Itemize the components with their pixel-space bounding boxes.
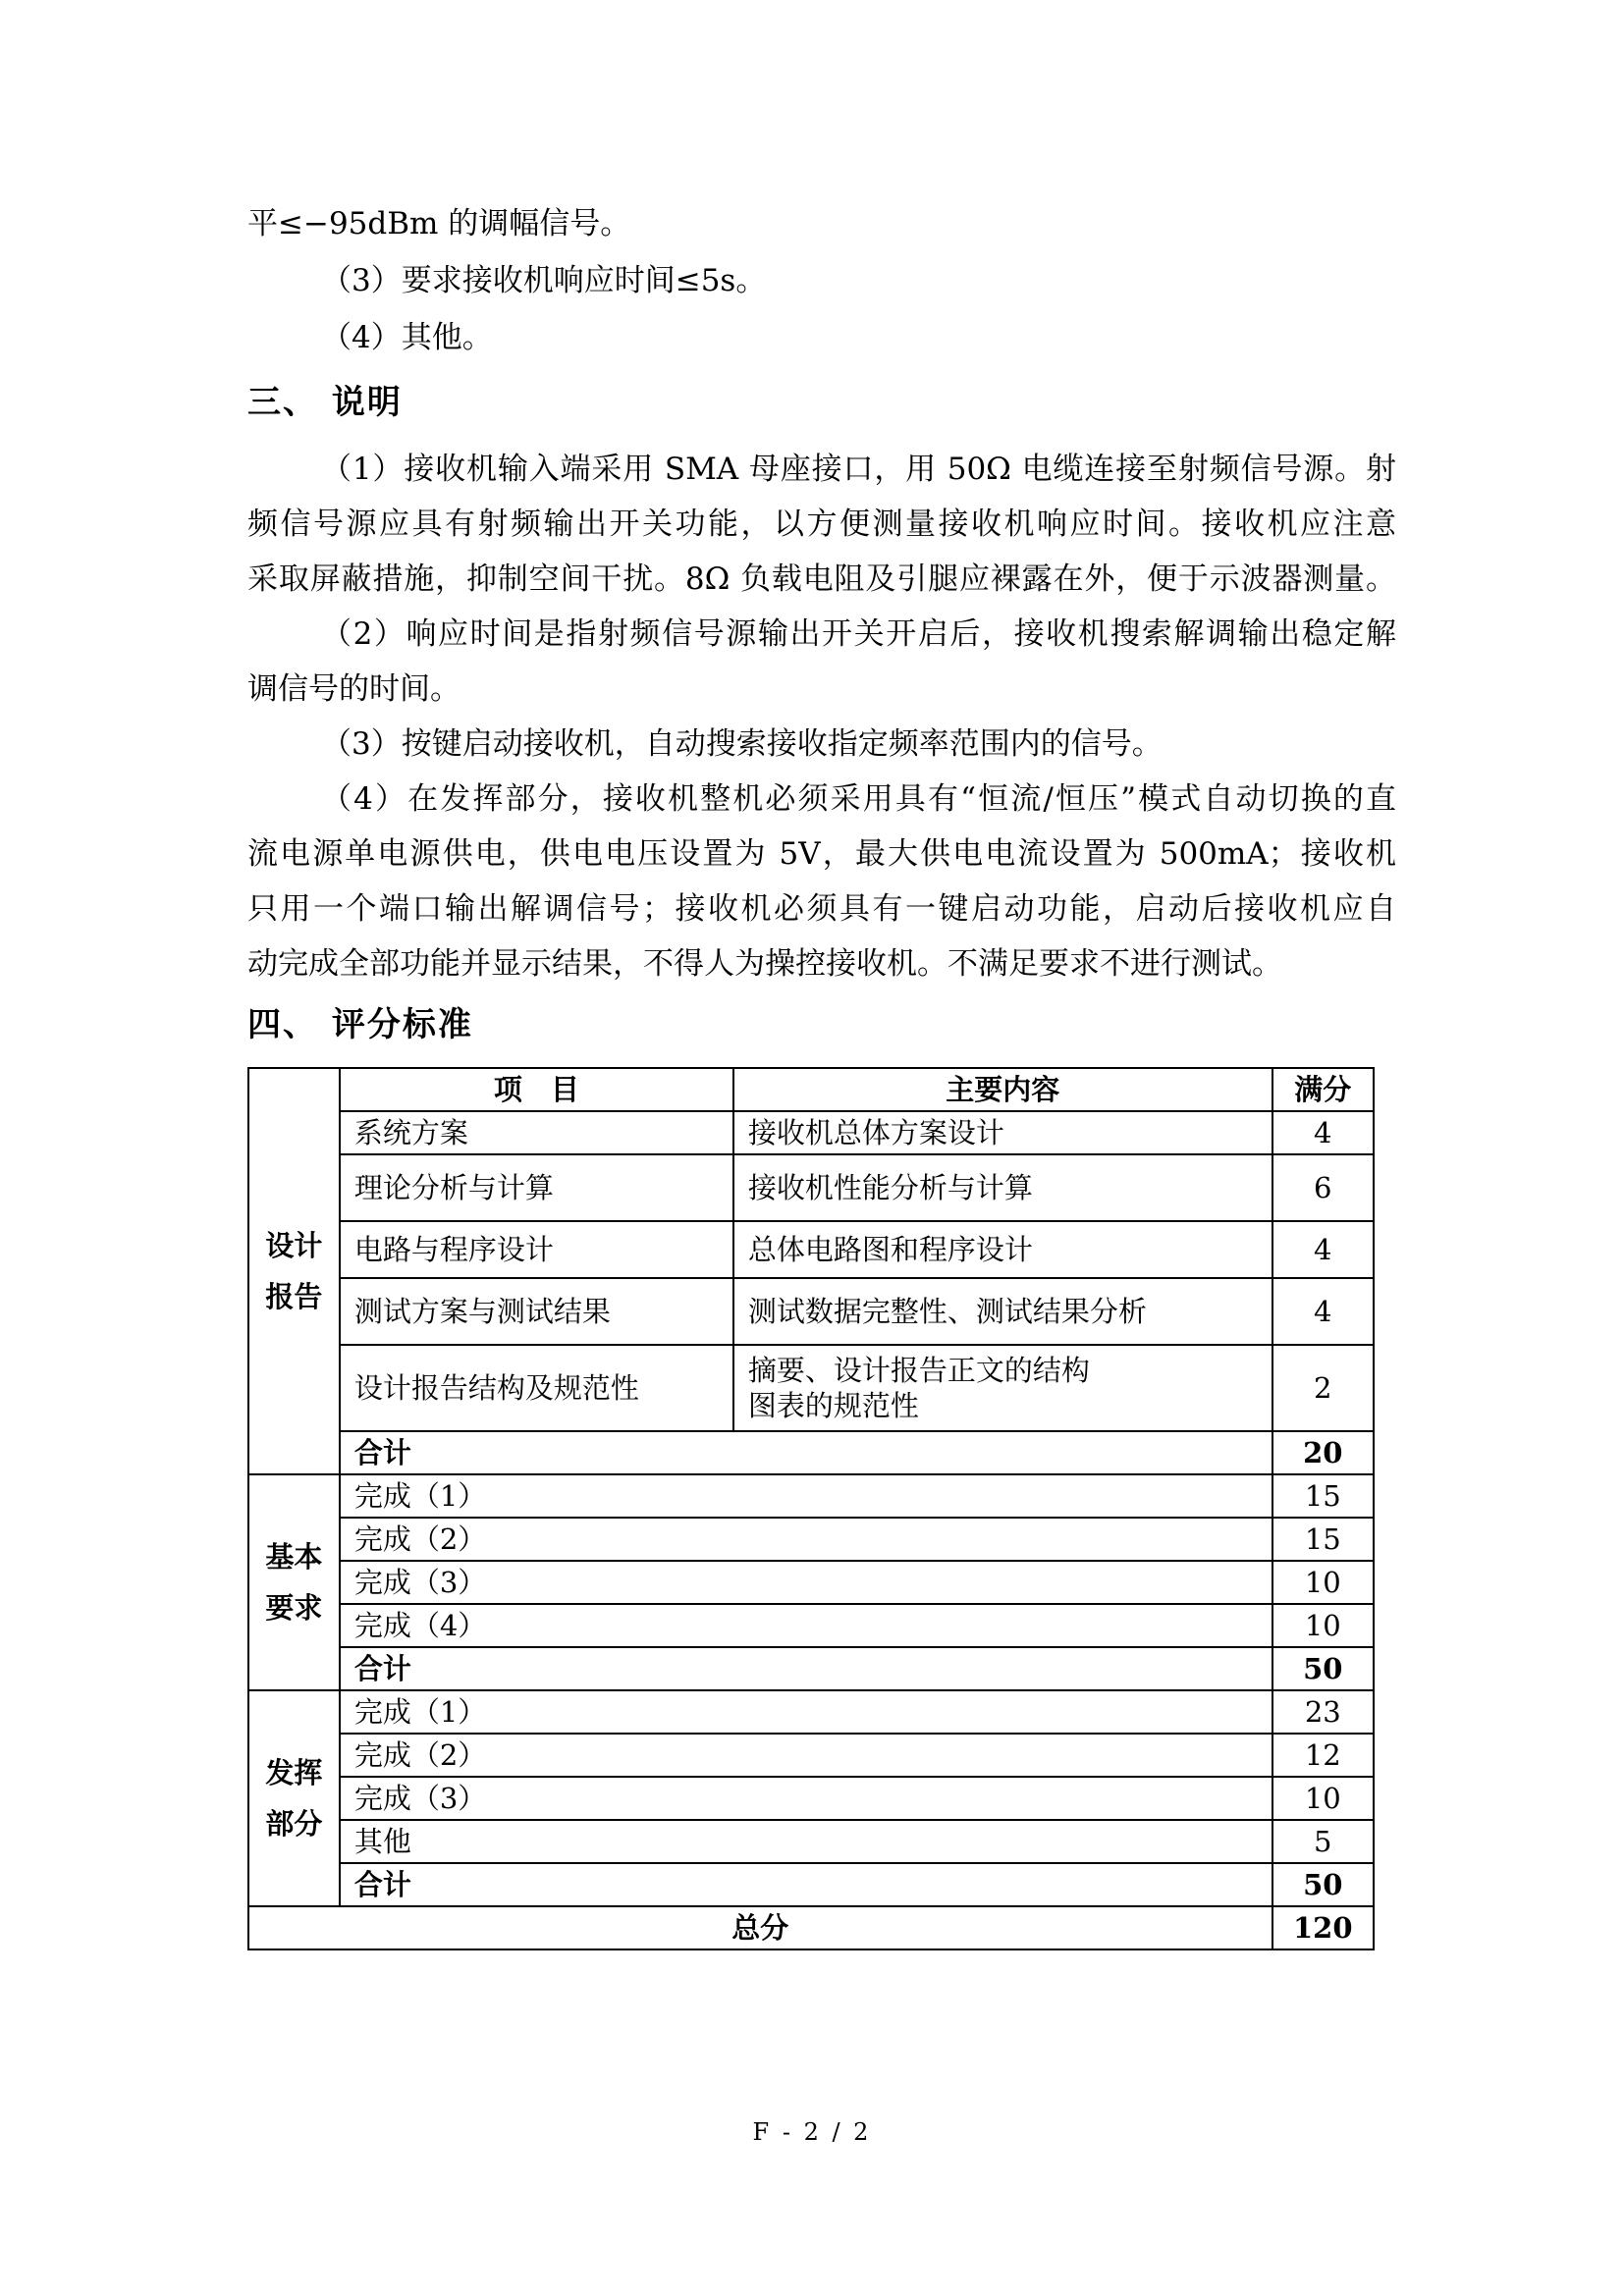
subtotal-label: 合计 [340, 1647, 1272, 1690]
cell-score: 10 [1272, 1561, 1374, 1604]
header-score: 满分 [1272, 1068, 1374, 1111]
subtotal-row [248, 1863, 1374, 1906]
page-footer: F - 2 / 2 [752, 2118, 872, 2146]
text-line: 流电源单电源供电，供电电压设置为 5V，最大供电电流设置为 500mA；接收机 [247, 836, 1396, 872]
header-content: 主要内容 [733, 1068, 1272, 1111]
cell-score: 4 [1272, 1111, 1374, 1154]
table-row [248, 1221, 1374, 1278]
section-heading: 三、 说明 [247, 383, 403, 422]
text-line: （4）其他。 [321, 320, 493, 355]
text-line: 调信号的时间。 [247, 671, 460, 707]
cell-score: 4 [1272, 1221, 1374, 1278]
cell-item: 理论分析与计算 [340, 1154, 733, 1221]
cell-item: 完成（1） [340, 1690, 1272, 1734]
cell-content: 测试数据完整性、测试结果分析 [733, 1278, 1272, 1345]
cell-score: 23 [1272, 1690, 1374, 1734]
cell-item: 系统方案 [340, 1111, 733, 1154]
text-line: （3）要求接收机响应时间≤5s。 [321, 263, 767, 298]
table-row [248, 1111, 1374, 1154]
table-row [248, 1278, 1374, 1345]
table-header-row [248, 1068, 1374, 1111]
cell-score: 6 [1272, 1154, 1374, 1221]
scoring-table [247, 1067, 1375, 1950]
cell-content: 总体电路图和程序设计 [733, 1221, 1272, 1278]
text-line: 采取屏蔽措施，抑制空间干扰。8Ω 负载电阻及引腿应裸露在外，便于示波器测量。 [247, 561, 1396, 597]
cell-score: 10 [1272, 1777, 1374, 1820]
table-row [248, 1345, 1374, 1431]
cell-item: 完成（3） [340, 1777, 1272, 1820]
text-line: 平≤−95dBm 的调幅信号。 [247, 206, 631, 241]
cell-item: 电路与程序设计 [340, 1221, 733, 1278]
text-line: 频信号源应具有射频输出开关功能，以方便测量接收机响应时间。接收机应注意 [247, 507, 1396, 542]
table-row [248, 1154, 1374, 1221]
subtotal-score: 20 [1272, 1431, 1374, 1474]
cell-score: 4 [1272, 1278, 1374, 1345]
text-line: （1）接收机输入端采用 SMA 母座接口，用 50Ω 电缆连接至射频信号源。射 [321, 452, 1396, 487]
table-row [248, 1604, 1374, 1647]
table-row [248, 1820, 1374, 1863]
group-label: 设计 报告 [248, 1068, 340, 1474]
cell-score: 15 [1272, 1518, 1374, 1561]
cell-content: 接收机总体方案设计 [733, 1111, 1272, 1154]
header-item: 项 目 [340, 1068, 733, 1111]
cell-item: 完成（2） [340, 1734, 1272, 1777]
cell-item: 完成（3） [340, 1561, 1272, 1604]
cell-score: 15 [1272, 1474, 1374, 1518]
cell-item: 完成（4） [340, 1604, 1272, 1647]
group-label: 发挥 部分 [248, 1690, 340, 1906]
table-row [248, 1561, 1374, 1604]
table-row [248, 1777, 1374, 1820]
text-line: （4）在发挥部分，接收机整机必须采用具有“恒流/恒压”模式自动切换的直 [321, 781, 1396, 817]
cell-item: 完成（1） [340, 1474, 1272, 1518]
subtotal-row [248, 1431, 1374, 1474]
cell-score: 10 [1272, 1604, 1374, 1647]
grand-total-score: 120 [1272, 1906, 1374, 1949]
grand-total-label: 总分 [248, 1906, 1272, 1949]
subtotal-score: 50 [1272, 1863, 1374, 1906]
cell-item: 其他 [340, 1820, 1272, 1863]
text-line: 动完成全部功能并显示结果，不得人为操控接收机。不满足要求不进行测试。 [247, 946, 1282, 982]
group-label: 基本 要求 [248, 1474, 340, 1690]
grand-total-row [248, 1906, 1374, 1949]
table-row [248, 1474, 1374, 1518]
cell-score: 12 [1272, 1734, 1374, 1777]
cell-content: 接收机性能分析与计算 [733, 1154, 1272, 1221]
subtotal-label: 合计 [340, 1431, 1272, 1474]
table-row [248, 1734, 1374, 1777]
cell-item: 设计报告结构及规范性 [340, 1345, 733, 1431]
cell-score: 2 [1272, 1345, 1374, 1431]
cell-item: 完成（2） [340, 1518, 1272, 1561]
section-heading: 四、 评分标准 [247, 1005, 473, 1044]
cell-item: 测试方案与测试结果 [340, 1278, 733, 1345]
cell-score: 5 [1272, 1820, 1374, 1863]
cell-content: 摘要、设计报告正文的结构 图表的规范性 [733, 1345, 1272, 1431]
text-line: （2）响应时间是指射频信号源输出开关开启后，接收机搜索解调输出稳定解 [321, 616, 1396, 652]
text-line: （3）按键启动接收机，自动搜索接收指定频率范围内的信号。 [321, 726, 1163, 762]
subtotal-row [248, 1647, 1374, 1690]
subtotal-label: 合计 [340, 1863, 1272, 1906]
table-row [248, 1518, 1374, 1561]
subtotal-score: 50 [1272, 1647, 1374, 1690]
table-row [248, 1690, 1374, 1734]
text-line: 只用一个端口输出解调信号；接收机必须具有一键启动功能，启动后接收机应自 [247, 891, 1396, 927]
